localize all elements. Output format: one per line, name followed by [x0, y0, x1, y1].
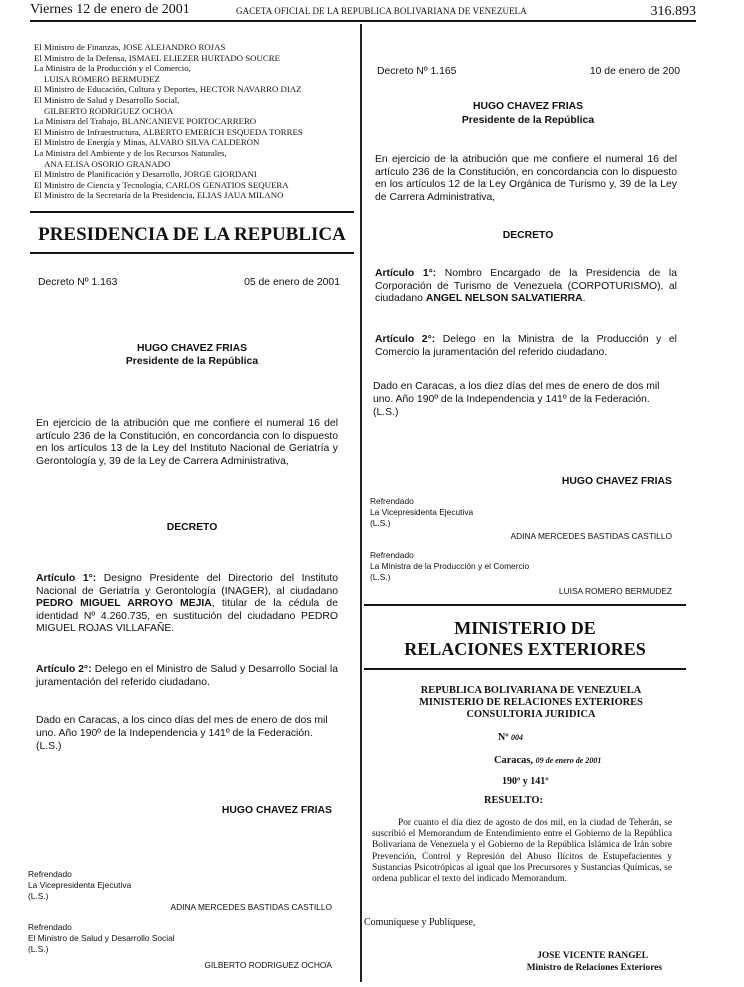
article-1: Artículo 1°: Nombro Encargado de la Presidencia de la Corporación de Turismo de Venezuela (CORPOTURISMO), al ciudadano ANGEL NELSON SALVATIERRA.: [375, 268, 677, 305]
countersign-role: La Vicepresidenta Ejecutiva: [28, 880, 132, 890]
given-text: Dado en Caracas, a los cinco días del mes de enero de dos mil uno. Año 190º de la Independencia y 141º de la Federación.: [36, 715, 328, 739]
countersign-name: LUISA ROMERO BERMUDEZ: [558, 586, 672, 596]
minister-line: El Ministro de Planificación y Desarrollo, JORGE GIORDANI: [34, 169, 257, 180]
seal-mark: (L.S.): [36, 741, 62, 752]
decreto-heading: DECRETO: [502, 230, 554, 241]
minister-line: La Ministra del Ambiente y de los Recursos Naturales,: [34, 147, 227, 158]
decree-date: 10 de enero de 200: [589, 66, 680, 77]
minister-line: El Ministro de Ciencia y Tecnología, CARLOS GENATIOS SEQUERA: [34, 179, 289, 190]
countersign-name: ADINA MERCEDES BASTIDAS CASTILLO: [170, 902, 332, 912]
ministry-title-line-2: RELACIONES EXTERIORES: [404, 639, 646, 659]
minister-signature-name: JOSE VICENTE RANGEL: [537, 951, 648, 961]
gazette-name: GACETA OFICIAL DE LA REPUBLICA BOLIVARIANA DE VENEZUELA: [236, 6, 527, 16]
countersign-seal: (L.S.): [28, 944, 49, 954]
article-2: Artículo 2°: Delego en la Ministra de la Producción y el Comercio la juramentación del referido ciudadano.: [375, 334, 677, 358]
countersign-label: Refrendado: [370, 550, 414, 560]
countersign-seal: (L.S.): [370, 572, 391, 582]
decree-number: Decreto Nº 1.163: [38, 277, 118, 288]
section-title: PRESIDENCIA DE LA REPUBLICA: [38, 224, 346, 245]
article-label: Artículo 2°:: [36, 664, 92, 675]
minister-line: El Ministro de Educación, Cultura y Deportes, HECTOR NAVARRO DIAZ: [34, 84, 302, 95]
countersign-seal: (L.S.): [28, 891, 49, 901]
countersign-name: GILBERTO RODRIGUEZ OCHOA: [204, 960, 332, 970]
minister-signature-title: Ministro de Relaciones Exteriores: [526, 963, 662, 973]
appointee-name: ANGEL NELSON SALVATIERRA: [425, 293, 583, 305]
decree-date: 05 de enero de 2001: [244, 277, 340, 288]
minister-list: [34, 42, 356, 201]
decree-preamble: En ejercicio de la atribución que me confiere el numeral 16 del artículo 236 de la Constitución, en concordancia con lo dispuesto en los artículos 12 de la Ley Orgánica de Turismo y, 39 de la Ley de Carrera Administrativa,: [375, 154, 677, 203]
minister-line: GILBERTO RODRIGUEZ OCHOA: [44, 105, 174, 116]
given-text: Dado en Caracas, a los diez días del mes de enero de dos mil uno. Año 190º de la Independencia y 141º de la Federación.: [373, 381, 660, 405]
president-title: Presidente de la República: [461, 115, 595, 126]
signature: HUGO CHAVEZ FRIAS: [561, 476, 672, 487]
section-rule-top: [364, 604, 686, 606]
minister-line: LUISA ROMERO BERMUDEZ: [44, 73, 160, 84]
column-divider: [360, 24, 362, 982]
closing-formula: Comuníquese y Publíquese,: [364, 917, 476, 928]
resuelto-heading: RESUELTO:: [484, 795, 543, 806]
seal-mark: (L.S.): [373, 407, 399, 418]
resolution-years: 190º y 141º: [502, 776, 549, 787]
article-1: Artículo 1°: Designo Presidente del Directorio del Instituto Nacional de Geriatría y Gerontología (INAGER), al ciudadano PEDRO MIGUEL ARROYO MEJIA, titular de la cédula de identidad Nº 4.260.735, en sustitución del ciudadano PEDRO MIGUEL ROJAS VILLAFAÑE.: [36, 573, 338, 635]
decree-number: Decreto Nº 1.165: [377, 66, 457, 77]
minister-line: El Ministro de la Defensa, ISMAEL ELIEZER HURTADO SOUCRE: [34, 52, 280, 63]
org-line-3: CONSULTORIA JURIDICA: [466, 709, 596, 720]
minister-line: El Ministro de Salud y Desarrollo Social,: [34, 94, 180, 105]
countersign-role: El Ministro de Salud y Desarrollo Social: [28, 933, 175, 943]
countersign-role: La Vicepresidenta Ejecutiva: [370, 507, 474, 517]
resolution-place-date: Caracas, 09 de enero de 2001: [494, 755, 602, 766]
president-title: Presidente de la República: [125, 356, 259, 367]
article-label: Artículo 1°:: [36, 573, 97, 584]
resolution-text: Por cuanto el día diez de agosto de dos mil, en la ciudad de Teherán, se suscribió el Memorandum de Entendimiento entre el Gobierno de la República Bolivariana de Venezuela y el Gobierno de la República Islámica de Irán sobre Prevención, Control y Represión del Abuso Ilícitos de Estupefacientes y Sustancias Psicotrópicas al igual que los Precursores y Sustancias Químicas, se ordena publicar el texto del indicado Memorandum.: [372, 818, 672, 885]
section-rule-top: [30, 211, 354, 213]
org-line-1: REPUBLICA BOLIVARIANA DE VENEZUELA: [420, 685, 642, 696]
decree-preamble: En ejercicio de la atribución que me confiere el numeral 16 del artículo 236 de la Constitución, en concordancia con lo dispuesto en los artículos 13 de la Ley del Instituto Nacional de Geriatría y Gerontología y, 39 de la Ley de Carrera Administrativa,: [36, 418, 338, 467]
minister-line: El Ministro de Finanzas, JOSE ALEJANDRO ROJAS: [34, 42, 226, 52]
minister-line: El Ministro de la Secretaría de la Presidencia, ELIAS JAUA MILANO: [34, 190, 284, 201]
signature: HUGO CHAVEZ FRIAS: [221, 805, 332, 816]
countersign-seal: (L.S.): [370, 518, 391, 528]
gazette-date: Viernes 12 de enero de 2001: [30, 2, 190, 17]
resolution-number: Nº 004: [498, 732, 524, 743]
decreto-heading: DECRETO: [166, 522, 218, 533]
header-rule: [30, 20, 696, 22]
countersign-label: Refrendado: [370, 496, 414, 506]
org-line-2: MINISTERIO DE RELACIONES EXTERIORES: [419, 697, 643, 708]
president-name: HUGO CHAVEZ FRIAS: [136, 343, 248, 354]
minister-line: La Ministra de la Producción y el Comercio,: [34, 63, 191, 74]
countersign-name: ADINA MERCEDES BASTIDAS CASTILLO: [510, 531, 672, 541]
countersign-label: Refrendado: [28, 922, 72, 932]
article-2: Artículo 2°: Delego en el Ministro de Salud y Desarrollo Social la juramentación del referido ciudadano.: [36, 664, 338, 688]
ministry-title-line-1: MINISTERIO DE: [454, 618, 596, 638]
article-label: Artículo 1°:: [375, 268, 437, 279]
president-name: HUGO CHAVEZ FRIAS: [472, 101, 584, 112]
appointee-name: PEDRO MIGUEL ARROYO MEJIA: [36, 598, 212, 610]
section-rule-bottom: [30, 252, 354, 254]
article-label: Artículo 2°:: [375, 334, 436, 345]
minister-line: La Ministra del Trabajo, BLANCANIEVE PORTOCARRERO: [34, 116, 257, 127]
minister-line: El Ministro de Energía y Minas, ALVARO SILVA CALDERON: [34, 137, 260, 148]
countersign-label: Refrendado: [28, 869, 72, 879]
minister-line: El Ministro de Infraestructura, ALBERTO EMERICH ESQUEDA TORRES: [34, 126, 303, 137]
section-rule-bottom: [364, 668, 686, 670]
countersign-role: La Ministra de la Producción y el Comercio: [370, 561, 530, 571]
page-number: 316.893: [650, 4, 696, 19]
minister-line: ANA ELISA OSORIO GRANADO: [44, 158, 171, 169]
